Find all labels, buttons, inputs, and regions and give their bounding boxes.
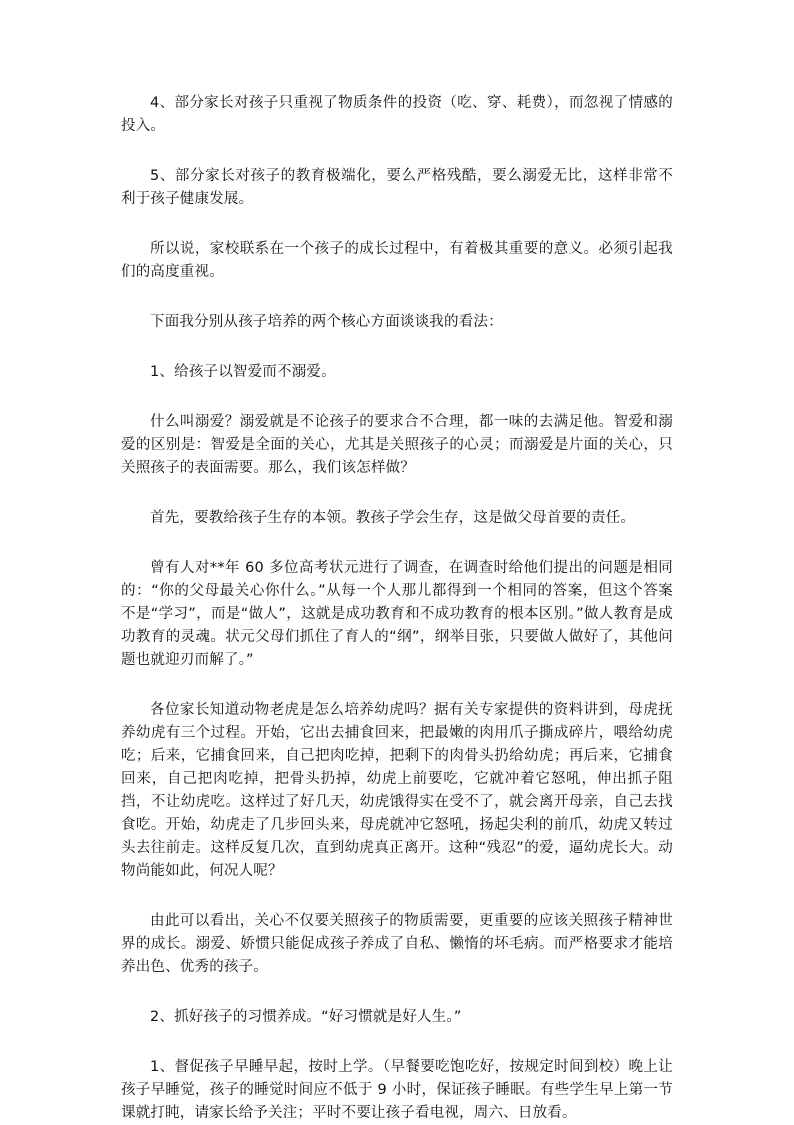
paragraph-tiger-story: 各位家长知道动物老虎是怎么培养幼虎吗？据有关专家提供的资料讲到，母虎抚养幼虎有三个过程。开始，它出去捕食回来，把最嫩的肉用爪子撕成碎片，喂给幼虎吃；后来，它捕食回来，自己把肉吃掉，把剩下的肉骨头扔给幼虎；再后来，它捕食回来，自己把肉吃掉，把骨头扔掉，幼虎上前要吃，它就冲着它怒吼，伸出抓子阻挡，不让幼虎吃。这样过了好几天，幼虎饿得实在受不了，就会离开母亲，自己去找食吃。开始，幼虎走了几步回头来，母虎就冲它怒吼，扬起尖利的前爪，幼虎又转过头去往前走。这样反复几次，直到幼虎真正离开。这种“残忍”的爱，逼幼虎长大。动物尚能如此，何况人呢？ — [121, 702, 673, 879]
paragraph-survey: 曾有人对**年 60 多位高考状元进行了调查，在调查时给他们提出的问题是相同的：“你的父母最关心你什么。”从每一个人那儿都得到一个相同的答案，但这个答案不是“学习”，而是“做人”，这就是成功教育和不成功教育的根本区别。”做人教育是成功教育的灵魂。状元父母们抓住了育人的“纲”，纲举目张，只要做人做好了，其他问题也就迎刃而解了。” — [121, 560, 673, 668]
paragraph-spiritual-growth: 由此可以看出，关心不仅要关照孩子的物质需要，更重要的应该关照孩子精神世界的成长。溺爱、娇惯只能促成孩子养成了自私、懒惰的坏毛病。而严格要求才能培养出色、优秀的孩子。 — [121, 913, 673, 975]
paragraph-what-is-spoiling: 什么叫溺爱？溺爱就是不论孩子的要求合不合理，都一味的去满足他。智爱和溺爱的区别是：智爱是全面的关心，尤其是关照孩子的心灵；而溺爱是片面的关心，只关照孩子的表面需要。那么，我们该怎样做？ — [121, 414, 673, 476]
section-heading-habits: 2、抓好孩子的习惯养成。“好习惯就是好人生。” — [150, 1009, 462, 1025]
paragraph-intro-views: 下面我分别从孩子培养的两个核心方面谈谈我的看法： — [150, 314, 503, 330]
paragraph-point-5: 5、部分家长对孩子的教育极端化，要么严格残酷，要么溺爱无比，这样非常不利于孩子健康发展。 — [121, 168, 673, 207]
paragraph-sleep-habits: 1、督促孩子早睡早起，按时上学。（早餐要吃饱吃好，按规定时间到校）晚上让孩子早睡觉，孩子的睡觉时间应不低于 9 小时，保证孩子睡眠。有些学生早上第一节课就打盹，请家长给予关注；平时不要让孩子看电视，周六、日放看。 — [121, 1059, 673, 1121]
paragraph-conclusion: 所以说，家校联系在一个孩子的成长过程中，有着极其重要的意义。必须引起我们的高度重视。 — [121, 241, 673, 280]
paragraph-survival-skills: 首先，要教给孩子生存的本领。教孩子学会生存，这是做父母首要的责任。 — [150, 510, 636, 526]
paragraph-point-4: 4、部分家长对孩子只重视了物质条件的投资（吃、穿、耗费），而忽视了情感的投入。 — [121, 95, 673, 134]
section-heading-wise-love: 1、给孩子以智爱而不溺爱。 — [150, 364, 336, 380]
